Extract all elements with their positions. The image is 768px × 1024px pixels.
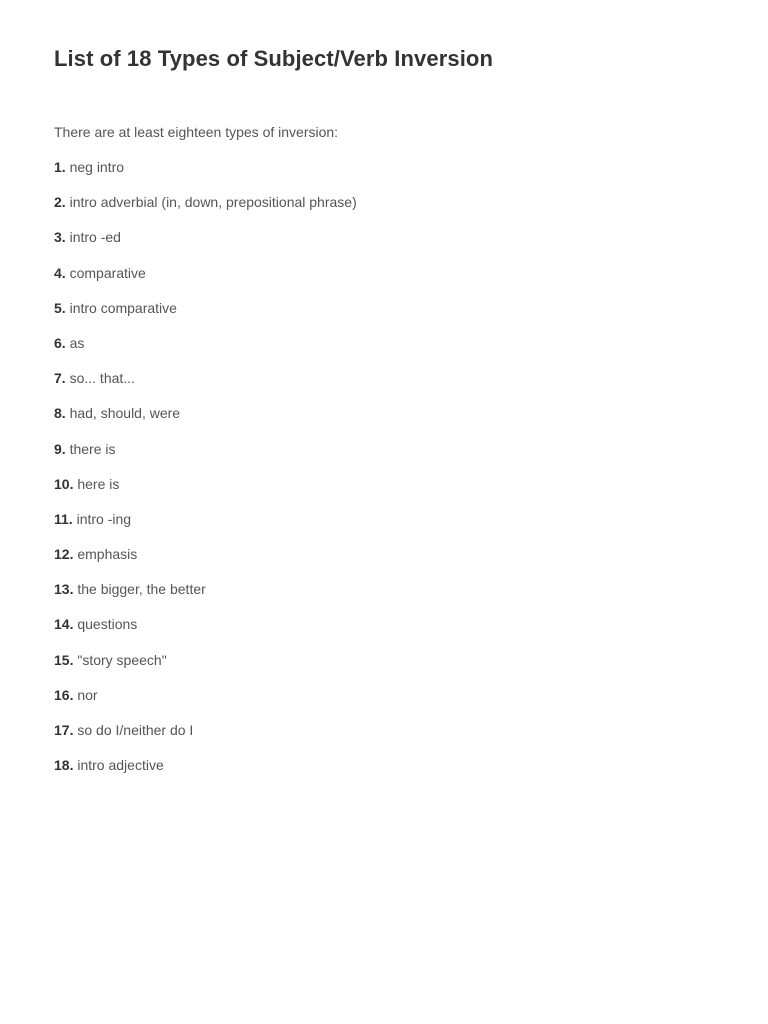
list-item	[54, 475, 714, 493]
list-item	[54, 369, 714, 387]
intro-paragraph: There are at least eighteen types of inversion:	[54, 124, 339, 140]
list-item	[54, 721, 714, 739]
item-number: 15.	[54, 651, 74, 668]
list-item	[54, 334, 714, 352]
list-item	[54, 545, 714, 563]
item-number: 5.	[54, 299, 66, 316]
list-item	[54, 440, 714, 458]
list-item	[54, 615, 714, 633]
item-number: 11.	[54, 510, 73, 527]
list-item	[54, 158, 714, 176]
page-title: List of 18 Types of Subject/Verb Inversion	[54, 46, 494, 71]
item-text: intro adverbial (in, down, prepositional phrase)	[69, 194, 357, 211]
list-item	[54, 264, 714, 282]
item-number: 16.	[54, 686, 74, 703]
item-number: 6.	[54, 334, 66, 351]
item-number: 12.	[54, 546, 74, 563]
item-number: 18.	[54, 757, 74, 774]
list-item	[54, 651, 714, 669]
list-item	[54, 686, 714, 704]
item-text: neg intro	[69, 159, 125, 175]
item-number: 2.	[54, 194, 66, 211]
item-text: intro adjective	[77, 757, 164, 774]
item-number: 3.	[54, 229, 66, 246]
item-number: 17.	[54, 722, 74, 738]
list-item	[54, 580, 714, 598]
item-number: 10.	[54, 475, 74, 492]
list-item	[54, 404, 714, 422]
inversion-types-list	[54, 158, 714, 774]
list-item	[54, 228, 714, 246]
item-number: 13.	[54, 581, 74, 598]
item-text: as	[69, 334, 85, 351]
item-text: intro -ed	[69, 229, 121, 246]
item-number: 1.	[54, 159, 66, 175]
item-text: questions	[77, 616, 138, 633]
item-text: had, should, were	[69, 405, 181, 422]
item-number: 14.	[54, 616, 74, 633]
item-text: nor	[77, 686, 98, 703]
item-text: comparative	[69, 264, 146, 281]
item-text: emphasis	[77, 546, 138, 563]
item-number: 4.	[54, 264, 66, 281]
item-text: so do I/neither do I	[77, 722, 194, 738]
list-item	[54, 756, 714, 774]
item-text: there is	[69, 440, 116, 457]
item-text: the bigger, the better	[77, 581, 206, 598]
item-text: here is	[77, 475, 120, 492]
item-text: intro -ing	[76, 510, 132, 527]
item-text: "story speech"	[77, 651, 167, 668]
item-number: 8.	[54, 405, 66, 422]
list-item	[54, 193, 714, 211]
list-item	[54, 510, 714, 528]
item-number: 9.	[54, 440, 66, 457]
item-number: 7.	[54, 370, 66, 387]
item-text: so... that...	[69, 370, 135, 387]
list-item	[54, 299, 714, 317]
item-text: intro comparative	[69, 299, 177, 316]
